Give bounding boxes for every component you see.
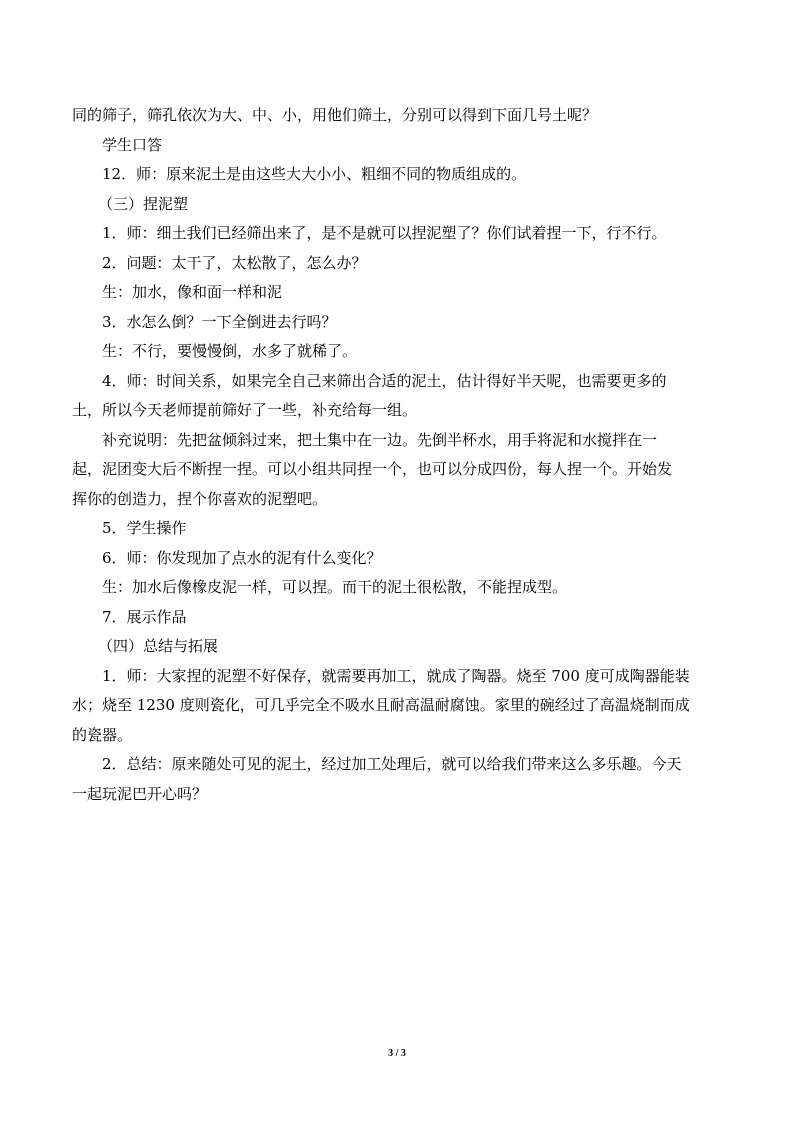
- paragraph-line: 的瓷器。: [72, 725, 133, 744]
- paragraph-line: 3．水怎么倒？一下全倒进去行吗？: [102, 312, 337, 331]
- paragraph-line: 补充说明：先把盆倾斜过来，把土集中在一边。先倒半杯水，用手将泥和水搅拌在一: [102, 430, 658, 449]
- paragraph-line: 同的筛子，筛孔依次为大、中、小，用他们筛土，分别可以得到下面几号土呢？: [72, 106, 598, 124]
- paragraph-line: 生：不行，要慢慢倒，水多了就稀了。: [102, 342, 358, 360]
- section-heading: （四）总结与拓展: [98, 637, 219, 655]
- paragraph-line: 6．师：你发现加了点水的泥有什么变化？: [102, 548, 382, 567]
- paragraph-line: 生：加水，像和面一样和泥: [102, 283, 283, 301]
- paragraph-line: 土，所以今天老师提前筛好了一些，补充给每一组。: [72, 401, 418, 419]
- paragraph-line: 生：加水后像橡皮泥一样，可以捏。而干的泥土很松散，不能捏成型。: [102, 578, 568, 596]
- document-body: [72, 101, 722, 809]
- paragraph-line: 水；烧至 1230 度则瓷化，可几乎完全不吸水且耐高温耐腐蚀。家里的碗经过了高温烧制而成: [72, 696, 690, 714]
- paragraph-line: 2．问题：太干了，太松散了，怎么办？: [102, 253, 367, 272]
- paragraph-line: 7．展示作品: [102, 607, 187, 626]
- paragraph-line: 学生口答: [102, 135, 163, 154]
- paragraph-line: 1．师：细土我们已经筛出来了，是不是就可以捏泥塑了？你们试着捏一下，行不行。: [102, 224, 667, 242]
- paragraph-line: 4．师：时间关系，如果完全自己来筛出合适的泥土，估计得好半天呢，也需要更多的: [102, 371, 667, 390]
- paragraph-line: 12．师：原来泥土是由这些大大小小、粗细不同的物质组成的。: [102, 165, 527, 183]
- paragraph-line: 一起玩泥巴开心吗？: [72, 784, 208, 803]
- page-number: 3 / 3: [388, 1048, 406, 1059]
- paragraph-line: 1．师：大家捏的泥塑不好保存，就需要再加工，就成了陶器。烧至 700 度可成陶器能装: [102, 666, 690, 685]
- section-heading: （三）捏泥塑: [98, 194, 189, 213]
- paragraph-line: 5．学生操作: [102, 519, 187, 537]
- paragraph-line: 起，泥团变大后不断捏一捏。可以小组共同捏一个，也可以分成四份，每人捏一个。开始发: [72, 460, 673, 478]
- paragraph-line: 挥你的创造力，捏个你喜欢的泥塑吧。: [72, 489, 328, 508]
- paragraph-line: 2．总结：原来随处可见的泥土，经过加工处理后，就可以给我们带来这么多乐趣。今天: [102, 755, 682, 773]
